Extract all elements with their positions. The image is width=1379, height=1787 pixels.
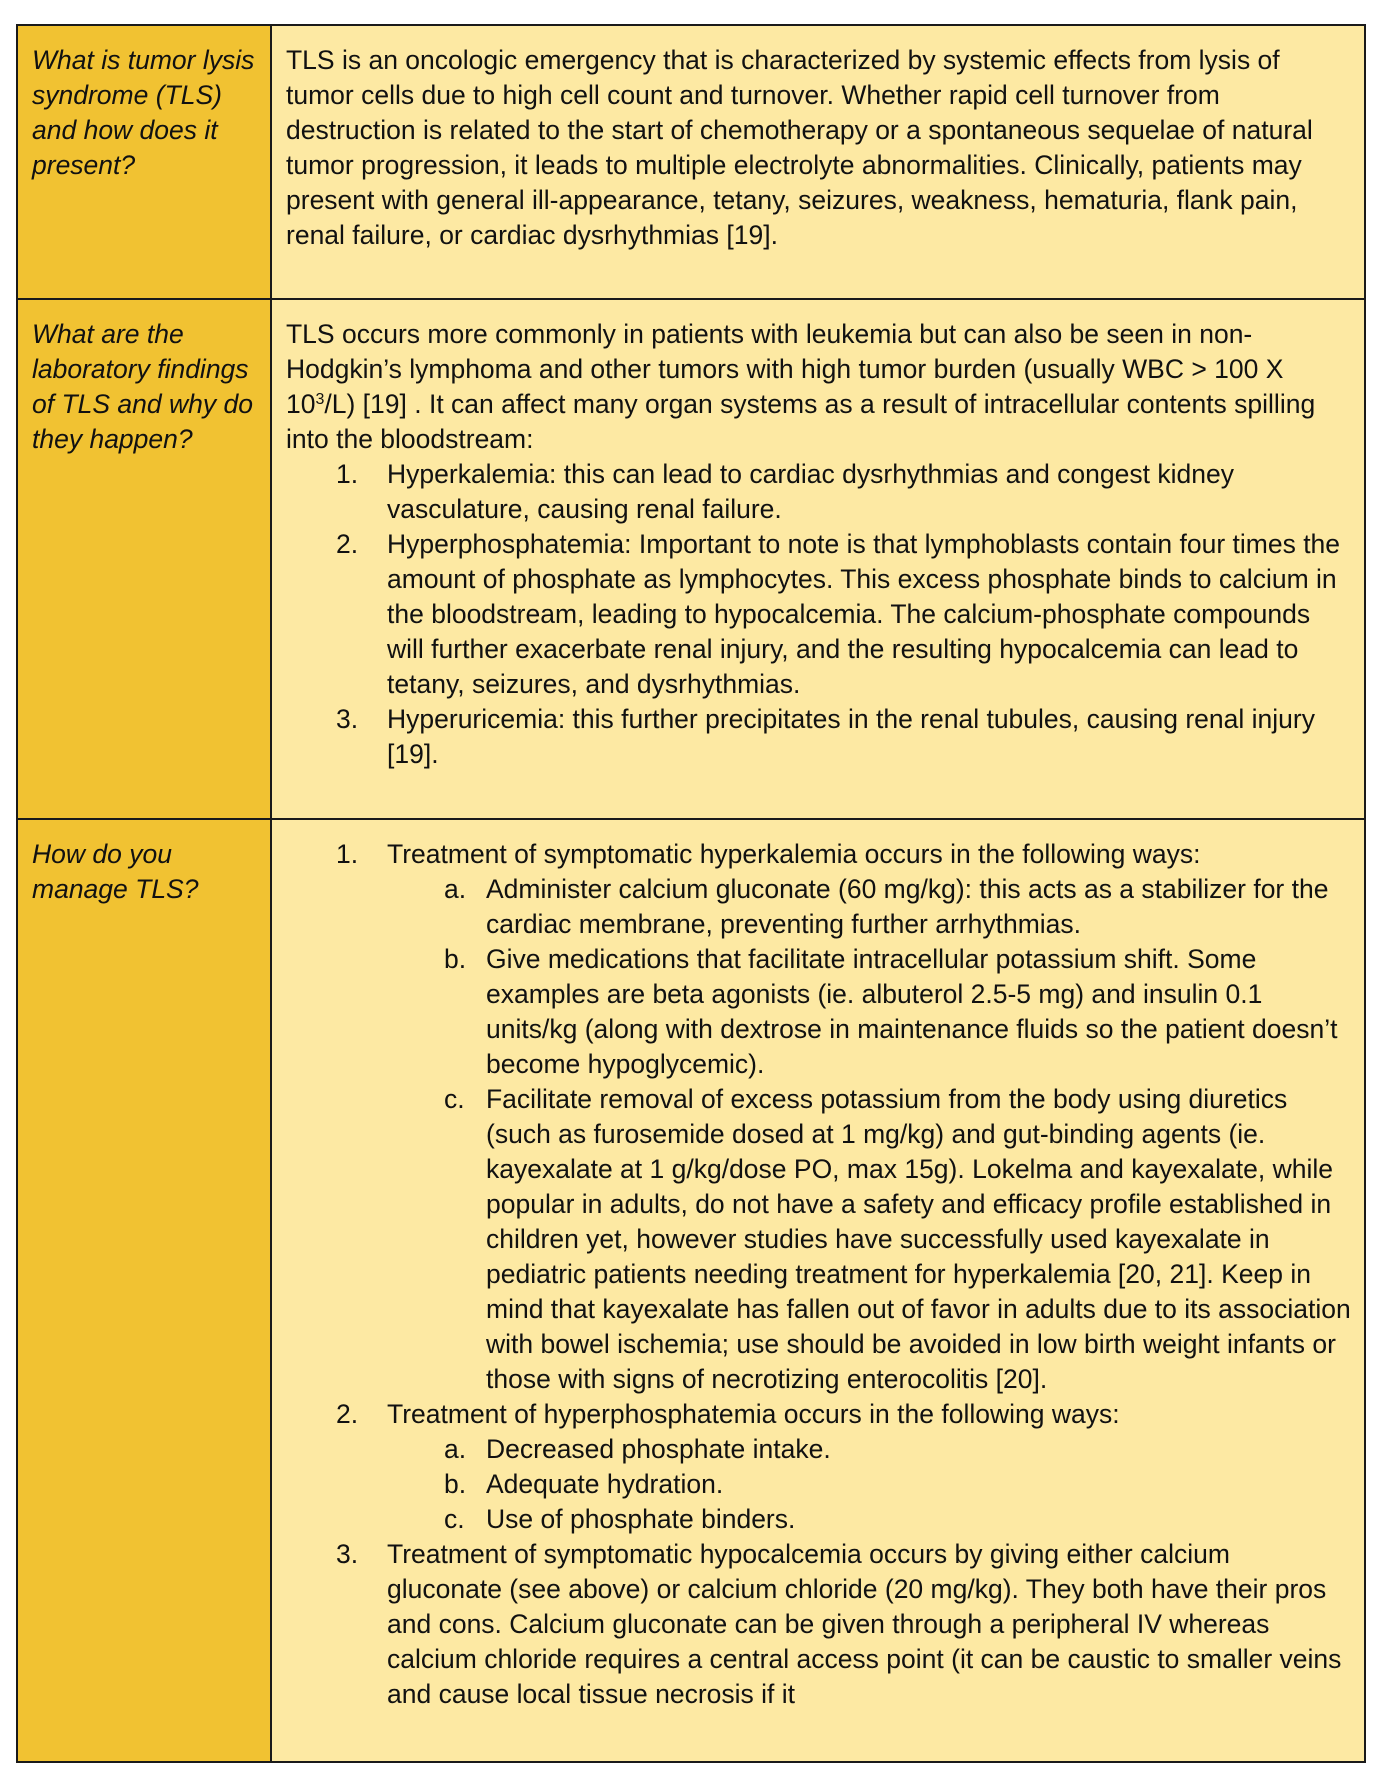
list-marker: 1.: [336, 839, 359, 869]
findings-list: [286, 457, 1352, 772]
answer-paragraph: [286, 317, 1352, 457]
sub-list-item: [387, 1502, 1352, 1537]
list-item-text: Hyperuricemia: this further precipitates in the renal tubules, causing renal injury [19].: [387, 704, 1315, 769]
question-cell: [17, 299, 271, 819]
table-row: [17, 25, 1365, 299]
list-item-text: Treatment of hyperphosphatemia occurs in the following ways:: [387, 1399, 1120, 1429]
list-item: [286, 527, 1352, 702]
sub-list-item: [387, 872, 1352, 942]
answer-paragraph: TLS is an oncologic emergency that is characterized by systemic effects from lysis of tumor cells due to high cell count and turnover. Whether rapid cell turnover from destruction is related to the start of chemotherapy or a spontaneous sequelae of natural tumor progression, it leads to multiple electrolyte abnormalities. Clinically, patients may present with general ill-appearance, tetany, seizures, weakness, hematuria, flank pain, renal failure, or cardiac dysrhythmias [19].: [286, 45, 1313, 250]
list-item-text: Treatment of symptomatic hypocalcemia occurs by giving either calcium gluconate (see above) or calcium chloride (20 mg/kg). They both have their pros and cons. Calcium gluconate can be given through a peripheral IV whereas calcium chloride requires a central access point (it can be caustic to smaller veins and cause local tissue necrosis if it: [387, 1539, 1342, 1709]
management-list: [286, 837, 1352, 1712]
superscript: 3: [315, 391, 325, 408]
list-marker: 3.: [336, 1539, 359, 1569]
list-item: [286, 702, 1352, 772]
list-item-text: Hyperphosphatemia: Important to note is that lymphoblasts contain four times the amount of phosphate as lymphocytes. This excess phosphate binds to calcium in the bloodstream, leading to hypocalcemia. The calcium-phosphate compounds will further exacerbate renal injury, and the resulting hypocalcemia can lead to tetany, seizures, and dysrhythmias.: [387, 529, 1341, 699]
question-cell: [17, 25, 271, 299]
list-marker: 3.: [336, 704, 359, 734]
question-text: How do you manage TLS?: [32, 839, 199, 904]
sub-list-marker: b.: [444, 944, 467, 974]
list-item: [286, 1397, 1352, 1537]
sub-list-marker: a.: [444, 1434, 467, 1464]
list-item: [286, 1537, 1352, 1712]
qa-table: [16, 24, 1366, 1763]
sub-list-item-text: Administer calcium gluconate (60 mg/kg): this acts as a stabilizer for the cardiac membrane, preventing further arrhythmias.: [486, 874, 1329, 939]
sub-list-marker: a.: [444, 874, 467, 904]
list-item: [286, 837, 1352, 1397]
sub-list-marker: b.: [444, 1469, 467, 1499]
sub-list-item-text: Decreased phosphate intake.: [486, 1434, 831, 1464]
list-marker: 2.: [336, 1399, 359, 1429]
sub-list-item-text: Use of phosphate binders.: [486, 1504, 796, 1534]
sub-list-item-text: Adequate hydration.: [486, 1469, 724, 1499]
sub-list-item: [387, 1082, 1352, 1397]
sub-list: [387, 1432, 1352, 1537]
sub-list-marker: c.: [444, 1084, 465, 1114]
list-marker: 1.: [336, 459, 359, 489]
question-cell: [17, 819, 271, 1762]
list-item-text: Hyperkalemia: this can lead to cardiac dysrhythmias and congest kidney vasculature, causing renal failure.: [387, 459, 1234, 524]
table-row: [17, 819, 1365, 1762]
question-text: What are the laboratory findings of TLS and why do they happen?: [32, 319, 253, 454]
intro-text-cont: /L) [19] . It can affect many organ systems as a result of intracellular contents spilling into the bloodstream:: [286, 389, 1316, 454]
list-marker: 2.: [336, 529, 359, 559]
intro-text: TLS occurs more commonly in patients with leukemia but can also be seen in non-Hodgkin’s lymphoma and other tumors with high tumor burden (usually WBC > 100 X 10: [286, 319, 1284, 419]
sub-list: [387, 872, 1352, 1397]
list-item: [286, 457, 1352, 527]
answer-cell: [271, 299, 1365, 819]
sub-list-item: [387, 1467, 1352, 1502]
answer-cell: [271, 819, 1365, 1762]
sub-list-item: [387, 1432, 1352, 1467]
sub-list-item-text: Facilitate removal of excess potassium from the body using diuretics (such as furosemide dosed at 1 mg/kg) and gut-binding agents (ie. kayexalate at 1 g/kg/dose PO, max 15g). Lokelma and kayexalate, while popular in adults, do not have a safety and efficacy profile established in children yet, however studies have successfully used kayexalate in pediatric patients needing treatment for hyperkalemia [20, 21]. Keep in mind that kayexalate has fallen out of favor in adults due to its association with bowel ischemia; use should be avoided in low birth weight infants or those with signs of necrotizing enterocolitis [20].: [486, 1084, 1351, 1394]
list-item-text: Treatment of symptomatic hyperkalemia occurs in the following ways:: [387, 839, 1201, 869]
table-row: [17, 299, 1365, 819]
question-text: What is tumor lysis syndrome (TLS) and how does it present?: [32, 45, 255, 180]
sub-list-item: [387, 942, 1352, 1082]
sub-list-item-text: Give medications that facilitate intracellular potassium shift. Some examples are beta agonists (ie. albuterol 2.5-5 mg) and insulin 0.1 units/kg (along with dextrose in maintenance fluids so the patient doesn’t become hypoglycemic).: [486, 944, 1338, 1079]
answer-cell: [271, 25, 1365, 299]
sub-list-marker: c.: [444, 1504, 465, 1534]
